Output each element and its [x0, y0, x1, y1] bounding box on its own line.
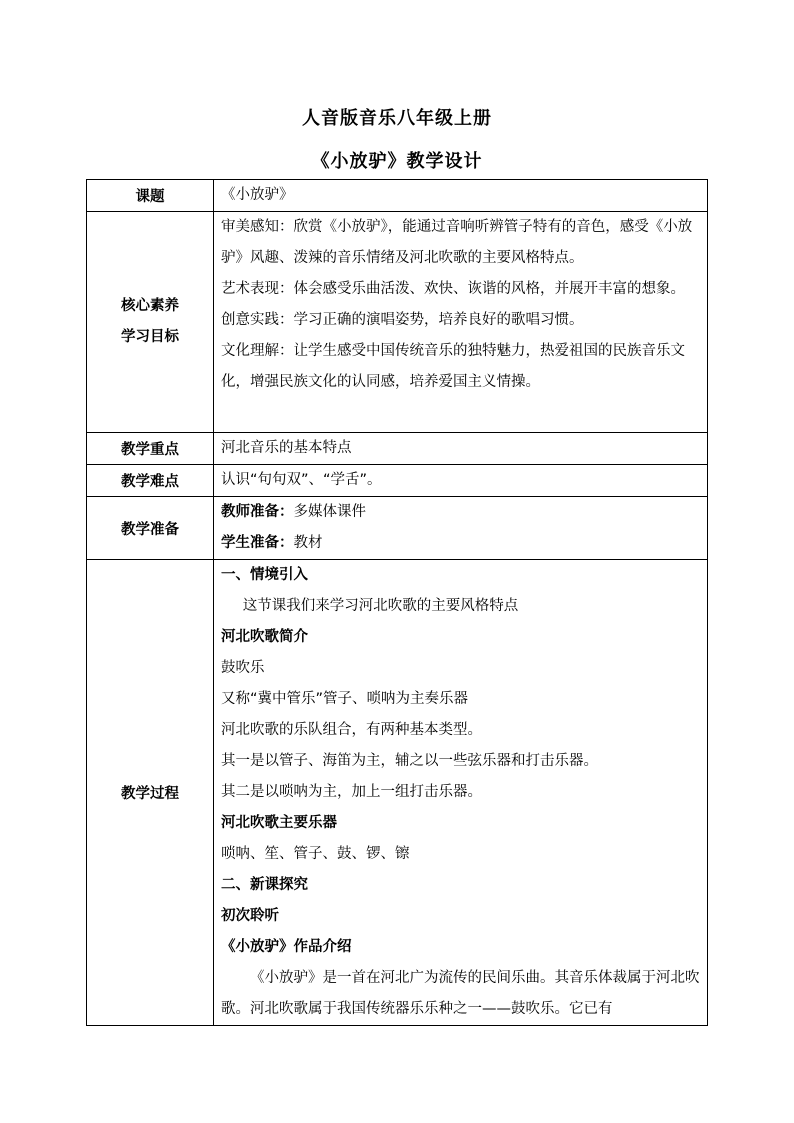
text-type1: 其一是以管子、海笛为主，辅之以一些弦乐器和打击乐器。: [221, 753, 598, 769]
subheading-instruments: 河北吹歌主要乐器: [221, 815, 337, 831]
table-row-process: [87, 560, 708, 1026]
key-point-value: 河北音乐的基本特点: [221, 440, 352, 456]
student-preparation: [221, 528, 701, 559]
topic-value-cell: [214, 180, 708, 212]
section-intro-text: 这节课我们来学习河北吹歌的主要风格特点: [242, 598, 519, 614]
goal-cultural: 文化理解：让学生感受中国传统音乐的独特魅力，热爱祖国的民族音乐文化，增强民族文化的认同感，培养爱国主义情操。: [221, 343, 685, 390]
key-point-cell: [214, 433, 708, 465]
text-instruments: 唢呐、笙、管子、鼓、锣、镲: [221, 846, 410, 862]
text-band: 河北吹歌的乐队组合，有两种基本类型。: [221, 722, 482, 738]
preparation-label: 教学准备: [87, 497, 214, 560]
goals-label-line1: 核心素养: [121, 298, 179, 314]
text-guchuile: 鼓吹乐: [221, 660, 265, 676]
subheading-work-intro: 《小放驴》作品介绍: [221, 939, 352, 955]
document-subtitle: 《小放驴》教学设计: [311, 151, 483, 172]
table-row-topic: [87, 180, 708, 212]
teacher-preparation-value: 多媒体课件: [293, 504, 366, 520]
goals-label: [87, 212, 214, 433]
section-heading-explore: 二、新课探究: [221, 877, 308, 893]
teacher-preparation: [221, 497, 701, 528]
text-aka: 又称“冀中管乐”管子、唢呐为主奏乐器: [221, 691, 469, 707]
process-content: [214, 560, 708, 1026]
key-point-label: 教学重点: [87, 433, 214, 465]
goal-creative: 创意实践：学习正确的演唱姿势，培养良好的歌唱习惯。: [221, 312, 584, 328]
subheading-first-listen: 初次聆听: [221, 908, 279, 924]
process-label: 教学过程: [87, 560, 214, 1026]
difficulty-label: 教学难点: [87, 465, 214, 497]
document-title: 人音版音乐八年级上册: [302, 108, 492, 129]
table-row-difficulty: [87, 465, 708, 497]
lesson-plan-table: [86, 179, 708, 1026]
topic-value: 《小放驴》: [221, 187, 294, 203]
goal-artistic: 艺术表现：体会感受乐曲活泼、欢快、诙谐的风格，并展开丰富的想象。: [221, 281, 685, 297]
goals-label-line2: 学习目标: [121, 329, 179, 345]
goals-content: [214, 212, 708, 433]
section-heading-intro: 一、情境引入: [221, 567, 308, 583]
table-row-preparation: [87, 497, 708, 560]
student-preparation-label: 学生准备：: [221, 535, 294, 551]
goal-aesthetic: 审美感知：欣赏《小放驴》，能通过音响听辨管子特有的音色，感受《小放驴》风趣、泼辣的音乐情绪及河北吹歌的主要风格特点。: [221, 219, 693, 266]
text-work-intro: 《小放驴》是一首在河北广为流传的民间乐曲。其音乐体裁属于河北吹歌。河北吹歌属于我国传统器乐乐种之一——鼓吹乐。它已有: [221, 970, 700, 1017]
table-row-key-point: [87, 433, 708, 465]
difficulty-value: 认识“句句双”、“学舌”。: [221, 472, 382, 488]
teacher-preparation-label: 教师准备：: [221, 504, 294, 520]
subheading-hebei-intro: 河北吹歌简介: [221, 629, 308, 645]
difficulty-cell: [214, 465, 708, 497]
topic-label: 课题: [87, 180, 214, 212]
table-row-goals: [87, 212, 708, 433]
text-type2: 其二是以唢呐为主，加上一组打击乐器。: [221, 784, 482, 800]
student-preparation-value: 教材: [293, 535, 323, 551]
preparation-content: [214, 497, 708, 560]
